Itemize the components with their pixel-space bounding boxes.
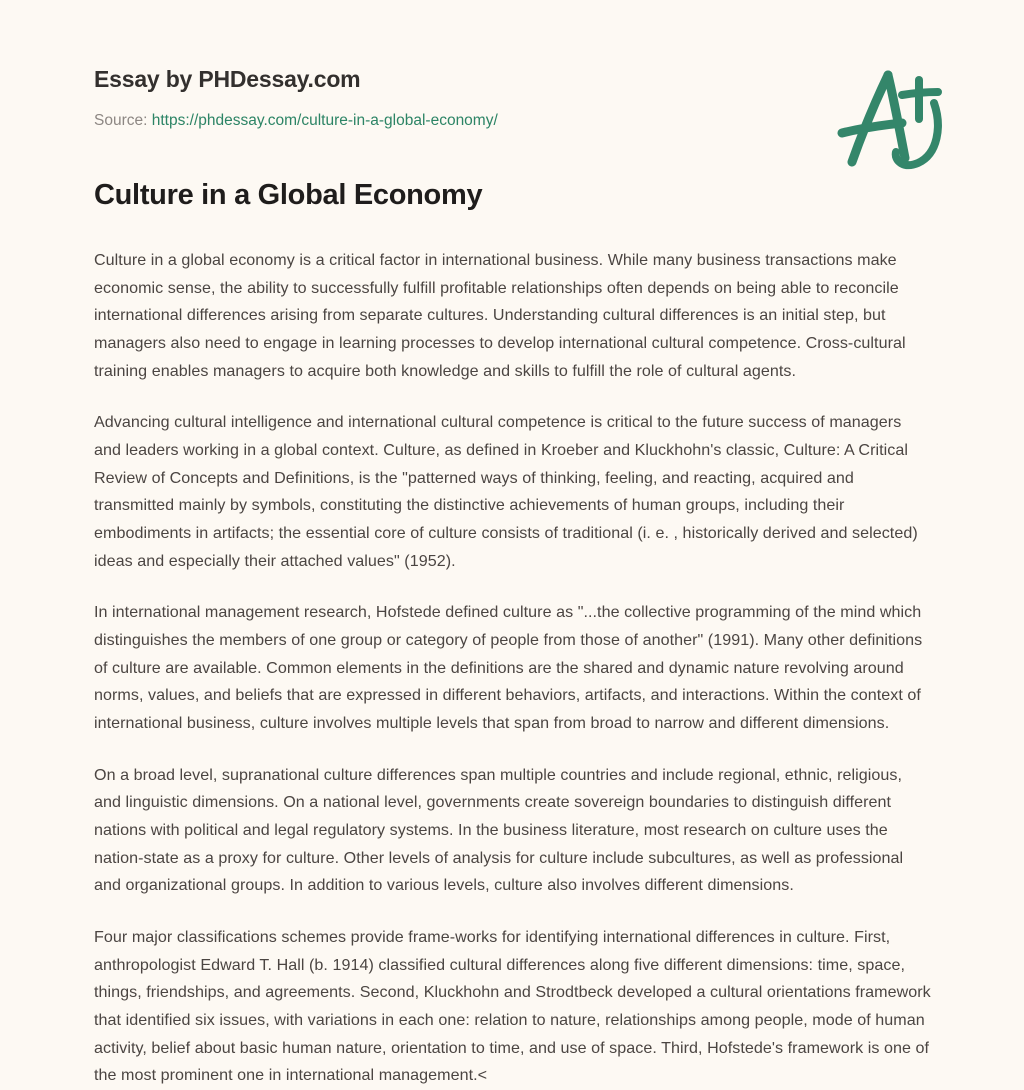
paragraph: On a broad level, supranational culture differences span multiple countries and include regional, ethnic, religious, and linguistic dimensions. On a national level, governments create sovereign boundaries to distinguish different nations with political and legal regulatory systems. In the business literature, most research on culture uses the nation-state as a proxy for culture. Other levels of analysis for culture include subcultures, as well as professional and organizational groups. In addition to various levels, culture also involves different dimensions. [94, 765, 904, 895]
page-header [0, 0, 1024, 131]
source-line [94, 111, 932, 131]
article-body [0, 177, 1024, 1090]
source-url-link[interactable]: https://phdessay.com/culture-in-a-global-economy/ [151, 111, 498, 129]
page-title: Culture in a Global Economy [94, 178, 483, 211]
paragraph: Four major classifications schemes provide frame-works for identifying international differences in culture. First, anthropologist Edward T. Hall (b. 1914) classified cultural differences along five different dimensions: time, space, things, friendships, and agreements. Second, Kluckhohn and Strodtbeck developed a cultural orientations framework that identified six issues, with variations in each one: relation to nature, relationships among people, mode of human activity, belief about basic human nature, orientation to time, and use of space. Third, Hofstede's framework is one of the most prominent one in international management.< [94, 928, 931, 1085]
a-plus-logo [826, 62, 946, 177]
paragraph-list [94, 247, 932, 1090]
a-plus-icon [826, 62, 946, 177]
paragraph: In international management research, Hofstede defined culture as "...the collective programming of the mind which distinguishes the members of one group or category of people from those of another" (1991). Many other definitions of culture are available. Common elements in the definitions are the shared and dynamic nature revolving around norms, values, and beliefs that are expressed in different behaviors, artifacts, and interactions. Within the context of international business, culture involves multiple levels that span from broad to narrow and different dimensions. [94, 603, 923, 733]
paragraph: Culture in a global economy is a critical factor in international business. While many business transactions make economic sense, the ability to successfully fulfill profitable relationships often depends on being able to reconcile international differences arising from separate cultures. Understanding cultural differences is an initial step, but managers also need to engage in learning processes to develop international cultural competence. Cross-cultural training enables managers to acquire both knowledge and skills to fulfill the role of cultural agents. [94, 250, 906, 380]
brand-title: Essay by PHDessay.com [94, 66, 361, 92]
source-label: Source: [94, 111, 148, 129]
paragraph: Advancing cultural intelligence and international cultural competence is critical to the future success of managers and leaders working in a global context. Culture, as defined in Kroeber and Kluckhohn's classic, Culture: A Critical Review of Concepts and Definitions, is the "patterned ways of thinking, feeling, and reacting, acquired and transmitted mainly by symbols, constituting the distinctive achievements of human groups, including their embodiments in artifacts; the essential core of culture consists of traditional (i. e. , historically derived and selected) ideas and especially their attached values" (1952). [94, 413, 918, 570]
